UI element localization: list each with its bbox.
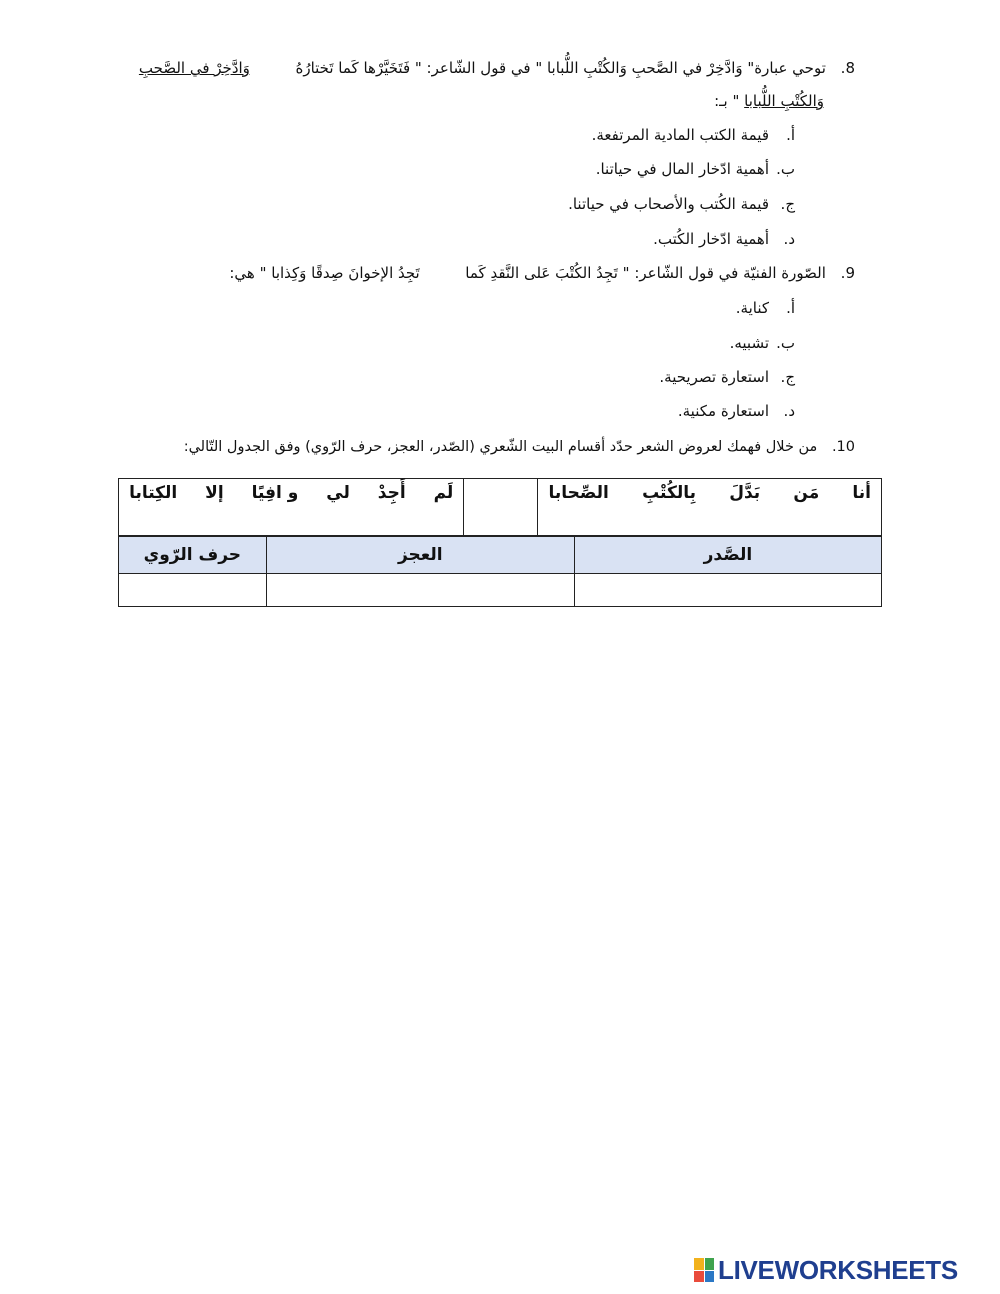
answer-rawi-field[interactable]	[119, 574, 267, 607]
verse-word: أَجِدْ	[377, 483, 406, 503]
verse-table	[118, 478, 882, 536]
verse-word: بِالكُتْبِ	[642, 483, 697, 503]
logo-mark-icon	[694, 1258, 714, 1282]
q8-option-c[interactable]	[568, 193, 795, 215]
logo-square	[694, 1271, 704, 1283]
q8-quote-part1: وَادَّخِرْ في الصَّحبِ	[138, 59, 250, 77]
answer-table	[118, 536, 882, 607]
q9-option-a[interactable]	[736, 297, 795, 319]
option-letter: ب.	[776, 334, 795, 352]
verse-word: بَدَّلَ	[729, 483, 761, 503]
option-letter: أ.	[786, 299, 795, 317]
answer-header-row	[119, 537, 882, 574]
option-letter: د.	[783, 402, 795, 420]
q8-line1	[139, 57, 855, 79]
option-letter: ب.	[776, 160, 795, 178]
option-text: تشبيه.	[729, 334, 769, 352]
option-text: أهمية ادّخار المال في حياتنا.	[595, 160, 769, 178]
option-text: استعارة مكنية.	[677, 402, 769, 420]
q9-option-c[interactable]	[659, 366, 795, 388]
verse-word: الكِتابا	[129, 483, 178, 503]
logo-square	[705, 1271, 715, 1283]
answer-ajz-field[interactable]	[266, 574, 574, 607]
q8-stem-end: " بـ:	[714, 92, 740, 110]
q9-line	[229, 262, 855, 284]
q10-number: 10.	[831, 439, 855, 455]
logo-text: LIVEWORKSHEETS	[718, 1254, 958, 1285]
q8-stem: توحي عبارة" وَادَّخِرْ في الصَّحبِ وَالكُتْبِ اللُّبابا " في قول الشّاعر: " فَتَخَيَّرْها كَما تَختارُهُ	[295, 59, 826, 77]
option-text: كناية.	[735, 299, 769, 317]
option-text: أهمية ادّخار الكُتب.	[653, 230, 769, 248]
header-sadr: الصَّدر	[574, 537, 881, 574]
verse-word: مَن	[793, 483, 820, 503]
q9-number: 9.	[840, 264, 855, 282]
header-rawi: حرف الرّوي	[119, 537, 267, 574]
verse-right-cell	[538, 479, 882, 536]
q10-line	[184, 436, 855, 458]
logo-square	[694, 1258, 704, 1270]
verse-word: و افِيًا	[251, 483, 299, 503]
q8-quote-part2: وَالكُتْبِ اللُّبابا	[744, 92, 824, 110]
answer-sadr-field[interactable]	[574, 574, 881, 607]
answer-input-row	[119, 574, 882, 607]
option-text: استعارة تصريحية.	[659, 368, 769, 386]
option-letter: ج.	[780, 195, 795, 213]
q9-option-b[interactable]	[730, 332, 795, 354]
verse-word: لَم	[433, 483, 454, 503]
header-ajz: العجز	[266, 537, 574, 574]
q9-stem-end: تَجِدُ الإخوانَ صِدقًا وَكِذابا " هي:	[229, 264, 420, 282]
q9-stem: الصّورة الفنيّة في قول الشّاعر: " تَجِدُ الكُتْبَ عَلى النَّقدِ كَما	[465, 264, 826, 282]
verse-word: أنا	[852, 483, 871, 503]
verse-word: لي	[326, 483, 350, 503]
verse-blank-cell[interactable]	[464, 479, 538, 536]
q8-option-b[interactable]	[596, 158, 795, 180]
q8-line2	[714, 90, 824, 112]
q10-stem: من خلال فهمك لعروض الشعر حدّد أقسام البيت الشّعري (الصّدر، العجز، حرف الرّوي) وفق الجدول التّالي:	[183, 439, 818, 455]
verse-word: الصِّحابا	[548, 483, 609, 503]
verse-word: إلا	[205, 483, 224, 503]
option-letter: ج.	[780, 368, 795, 386]
q8-option-d[interactable]	[653, 228, 795, 250]
logo-square	[705, 1258, 715, 1270]
liveworksheets-logo	[694, 1256, 986, 1284]
option-letter: د.	[783, 230, 795, 248]
option-text: قيمة الكُتب والأصحاب في حياتنا.	[568, 195, 769, 213]
verse-left-cell	[119, 479, 464, 536]
q8-number: 8.	[840, 59, 855, 77]
verse-row	[119, 479, 882, 536]
q9-option-d[interactable]	[678, 400, 795, 422]
option-letter: أ.	[786, 126, 795, 144]
option-text: قيمة الكتب المادية المرتفعة.	[591, 126, 769, 144]
q8-option-a[interactable]	[592, 124, 795, 146]
